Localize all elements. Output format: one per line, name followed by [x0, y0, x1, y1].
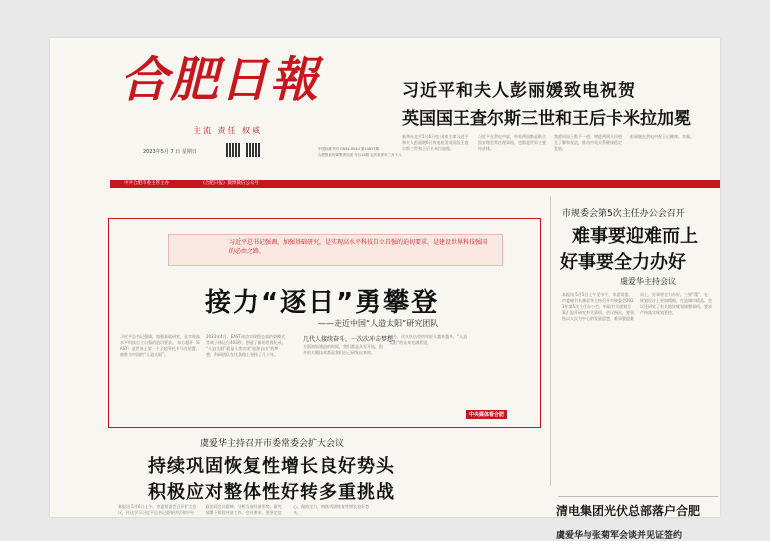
lower-headline-1: 持续巩固恢复性增长良好势头 [148, 456, 395, 477]
issue-line: 合肥报业传媒集团出版 今日16版 农历癸卯年三月十八 [318, 153, 402, 157]
section-bar-left: 中共合肥市委主管主办 [124, 181, 169, 186]
right-kicker: 市规委会第5次主任办公会召开 [562, 209, 685, 219]
section-bar-right: 《合肥日报》微博微信公众号 [200, 181, 259, 186]
feature-body-col-3: 方面初始建造的时候，我们都是从零开始，很多的关键技术都是我们自己研发出来的。 [303, 344, 383, 355]
feature-body-col-2 [206, 334, 286, 424]
lower-kicker: 虞爱华主持召开市委常委会扩大会议 [200, 439, 345, 449]
feature-paragraph: 习近平总书记强调，加强基础研究，是实现高水平科技自立自强的迫切要求。 [120, 334, 200, 345]
masthead-slogan: 主流 责任 权威 [193, 126, 263, 135]
bottom-right-subheadline: 虞爱华与张菊军会谈并见证签约 [556, 531, 683, 541]
top-headline-1: 习近平和夫人彭丽媛致电祝贺 [402, 81, 636, 101]
top-body-col-3: 我愿同国王陛下一道，增进两国人民相互了解和友谊，推动中英关系健康稳定发展。 [554, 134, 622, 151]
feature-badge: 中央媒体看合肥 [466, 410, 507, 419]
feature-body-col-1 [120, 334, 200, 424]
right-byline: 虞爱华主持会议 [620, 277, 676, 286]
feature-subheadline: ——走近中国“人造太阳”研究团队 [318, 319, 439, 328]
top-headline-2: 英国国王查尔斯三世和王后卡米拉加冕 [402, 109, 691, 129]
right-body: 本报讯 5月5日上午至中午，市委常委、市委秘书长虞爱华主持召开市规委会2023年第5次主任办公会，听取有关规划方案汇报并研究有关事项。会议指出，要坚持以人民为中心的发展思想，难事要迎难而上，好事要全力办好。三要“精”，在规划设计上更加精细，打造城市精品。会议还研究了有关地块规划调整事项，要求严格落实规划管控。 [562, 292, 712, 321]
section-bar [110, 180, 720, 188]
feature-paragraph: “人造太阳”就是人类实现“能源自由”的梦想，科研团队在这条路上坚持了几十年。 [206, 346, 279, 357]
top-body-col-2: 习近平在贺电中说，中英两国都是联合国安理会常任理事国，也都是世界主要经济体。 [478, 134, 546, 151]
right-headline-1: 难事要迎难而上 [572, 226, 698, 247]
lower-body: 本报讯 5月6日上午，市委常委会召开扩大会议，传达学习习近平总书记重要讲话和中央政治局会议精神，分析当前经济形势，研究部署下阶段经济工作。会议要求，要坚定信心、保持定力，持续巩固恢复性增长良好势头。 [118, 504, 370, 515]
feature-paragraph: 东方超环（EAST）是世界上第一个全超导托卡马克装置，被称为中国的“人造太阳”。 [120, 340, 200, 357]
feature-quote: 习近平总书记强调，加强基础研究，是实现高水平科技自立自强的迫切要求，是建设世界科技强国的必由之路。 [168, 234, 503, 266]
masthead-title: 合肥日報 [120, 52, 321, 108]
qr-code-icon [226, 143, 240, 157]
top-body-col-4: 彭丽媛在贺电中祝王后健康、幸福。 [630, 134, 694, 139]
feature-subhead: 几代人接续奋斗，一次次冲击梦想。 [303, 336, 400, 343]
qr-code-icon [246, 143, 260, 157]
right-headline-2: 好事要全力办好 [560, 252, 686, 273]
feature-headline: 接力“逐日”勇攀登 [205, 288, 440, 318]
masthead-date: 2023年5月 7 日 星期日 [143, 149, 197, 155]
column-divider [550, 196, 551, 486]
top-body-col-1: 新华社北京5月6日电 国家主席习近平和夫人彭丽媛6日致电祝贺英国国王查尔斯三世和王后卡米拉加冕。 [402, 134, 469, 151]
feature-paragraph: 2023年4月，EAST成功实现稳态高约束模式等离子体运行403秒，创造了新的世界纪录。 [206, 334, 286, 345]
bottom-right-headline: 清电集团光伏总部落户合肥 [556, 504, 701, 518]
lower-headline-2: 积极应对整体性好转多重挑战 [148, 482, 395, 503]
divider [558, 496, 718, 497]
newspaper-page [50, 38, 720, 541]
feature-body-col-4: 如今，这支队伍里的年轻人越来越多，“人造太阳”的未来充满希望。 [389, 334, 468, 345]
issue-line: 中国标准刊号 CN34-0044 第24837期 [318, 147, 380, 151]
